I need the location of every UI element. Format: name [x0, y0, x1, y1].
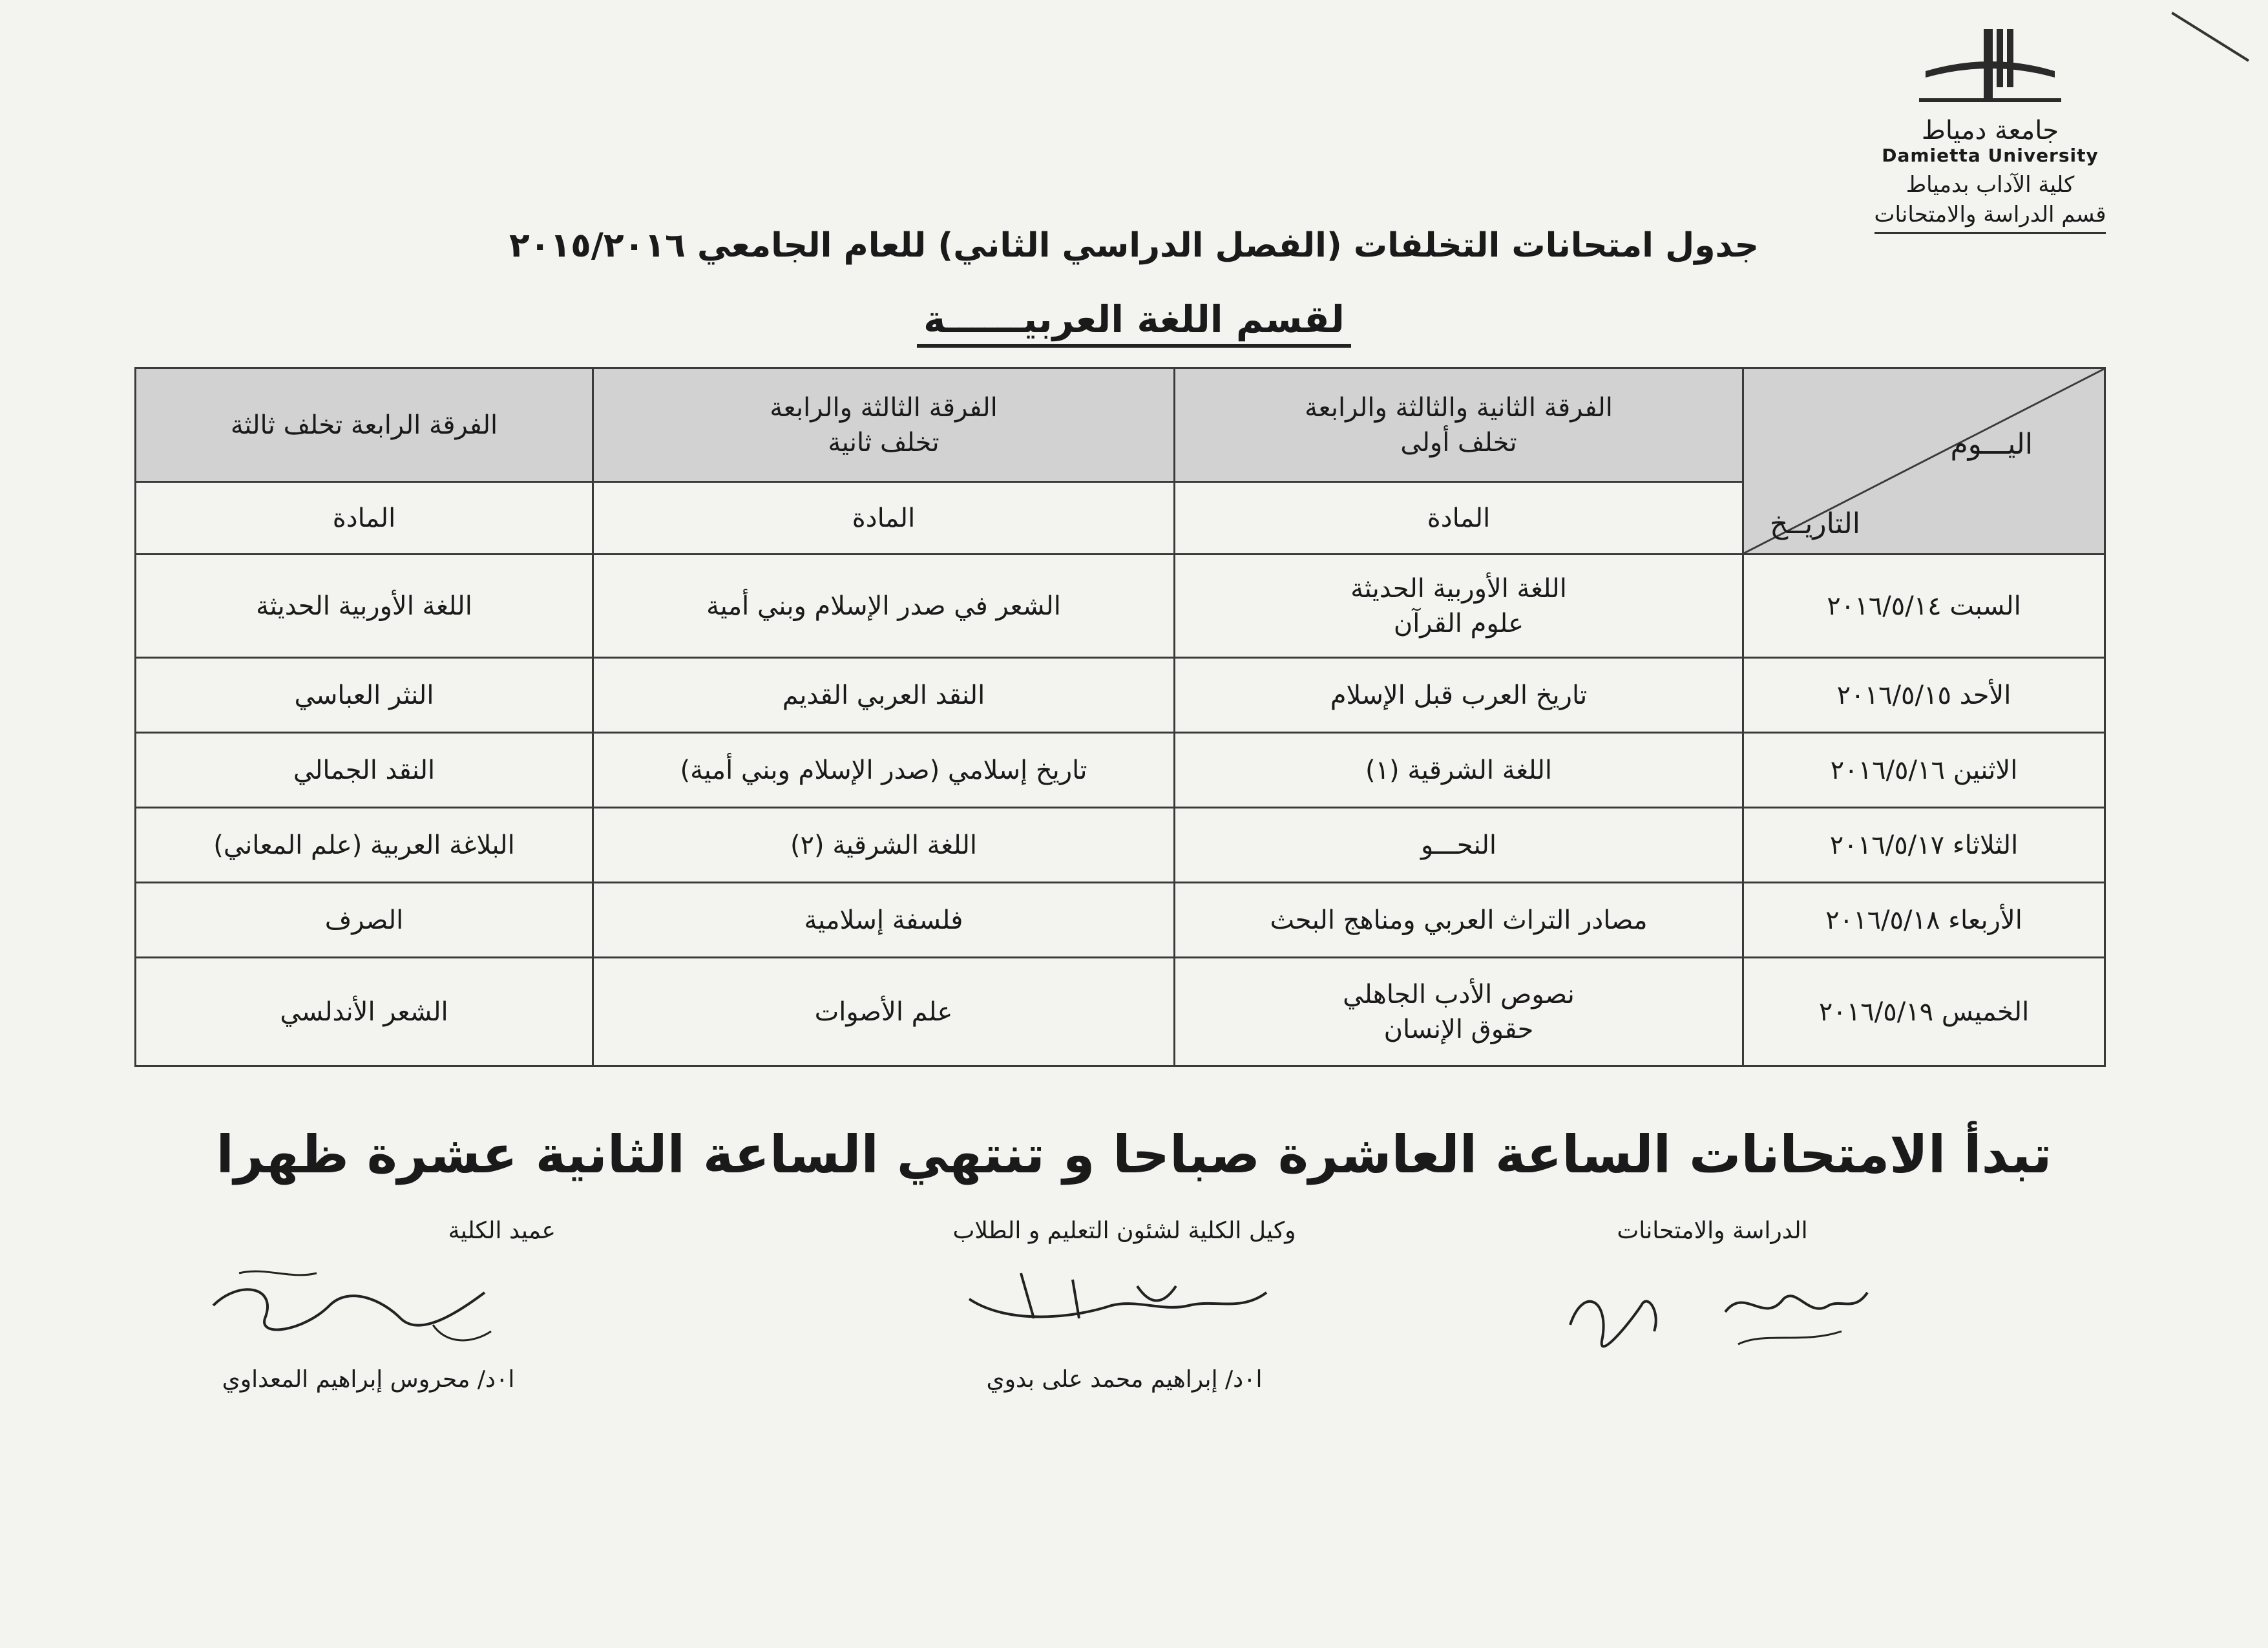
signature-studies — [1531, 1215, 1893, 1377]
university-name-ar: جامعة دمياط — [1921, 116, 2059, 145]
subject-cell: الصرف — [136, 883, 593, 958]
subject-cell: اللغة الأوربية الحديثة — [136, 555, 593, 658]
subject-cell: النقد العربي القديم — [593, 658, 1175, 733]
group-header-1 — [1175, 368, 1743, 482]
group-header-3 — [136, 368, 593, 482]
subject-label: المادة — [593, 482, 1175, 555]
subject-cell: تاريخ إسلامي (صدر الإسلام وبني أمية) — [593, 733, 1175, 808]
handwritten-signature-icon — [943, 1247, 1305, 1364]
day-cell: السبت ٢٠١٦/٥/١٤ — [1743, 555, 2105, 658]
table-row — [136, 658, 2105, 733]
subject-cell: النحـــو — [1175, 808, 1743, 883]
faculty-name: كلية الآداب بدمياط — [1906, 172, 2075, 198]
group-3-line1: الفرقة الرابعة تخلف ثالثة — [230, 410, 498, 440]
signature-name: ا٠د/ محروس إبراهيم المعداوي — [222, 1366, 515, 1393]
document-subtitle — [0, 297, 2268, 341]
university-header — [1854, 26, 2126, 234]
group-1-line2: تخلف أولى — [1400, 427, 1517, 458]
subject-line: علوم القرآن — [1393, 608, 1524, 639]
subject-cell: تاريخ العرب قبل الإسلام — [1175, 658, 1743, 733]
subtitle-text: لقسم اللغة العربيــــــة — [917, 297, 1351, 348]
table-row — [136, 808, 2105, 883]
document-title: جدول امتحانات التخلفات (الفصل الدراسي الثاني) للعام الجامعي ٢٠١٥/٢٠١٦ — [509, 226, 1759, 265]
subject-line: نصوص الأدب الجاهلي — [1343, 979, 1575, 1009]
corner-date-label: التاريــخ — [1770, 507, 1860, 540]
exam-time-notice: تبدأ الامتحانات الساعة العاشرة صباحا و تنتهي الساعة الثانية عشرة ظهرا — [216, 1125, 2052, 1185]
day-cell: الأربعاء ٢٠١٦/٥/١٨ — [1743, 883, 2105, 958]
corner-cell — [1743, 368, 2105, 555]
subject-cell: البلاغة العربية (علم المعاني) — [136, 808, 593, 883]
table-row — [136, 883, 2105, 958]
subject-cell — [1175, 958, 1743, 1066]
subject-cell: اللغة الشرقية (١) — [1175, 733, 1743, 808]
table-row — [136, 555, 2105, 658]
subject-cell: علم الأصوات — [593, 958, 1175, 1066]
subject-cell: الشعر الأندلسي — [136, 958, 593, 1066]
exam-schedule-table — [134, 367, 2106, 1067]
subject-cell: مصادر التراث العربي ومناهج البحث — [1175, 883, 1743, 958]
signature-role: وكيل الكلية لشئون التعليم و الطلاب — [952, 1218, 1296, 1244]
subject-label: المادة — [1175, 482, 1743, 555]
day-cell: الاثنين ٢٠١٦/٥/١٦ — [1743, 733, 2105, 808]
subject-cell: اللغة الشرقية (٢) — [593, 808, 1175, 883]
signature-name: ا٠د/ إبراهيم محمد على بدوي — [986, 1366, 1263, 1393]
subject-cell: النثر العباسي — [136, 658, 593, 733]
corner-day-label: اليـــوم — [1950, 428, 2033, 461]
group-header-2 — [593, 368, 1175, 482]
subject-cell: الشعر في صدر الإسلام وبني أمية — [593, 555, 1175, 658]
university-logo-icon — [1913, 26, 2068, 110]
table-row — [136, 958, 2105, 1066]
signature-role: الدراسة والامتحانات — [1617, 1218, 1808, 1244]
handwritten-signature-icon — [187, 1247, 549, 1364]
subject-cell: النقد الجمالي — [136, 733, 593, 808]
subject-cell — [1175, 555, 1743, 658]
university-name-en: Damietta University — [1882, 145, 2099, 166]
day-cell: الخميس ٢٠١٦/٥/١٩ — [1743, 958, 2105, 1066]
group-1-line1: الفرقة الثانية والثالثة والرابعة — [1305, 392, 1613, 423]
group-2-line1: الفرقة الثالثة والرابعة — [770, 392, 998, 423]
handwritten-signature-icon — [1531, 1247, 1893, 1377]
subject-cell: فلسفة إسلامية — [593, 883, 1175, 958]
signature-role: عميد الكلية — [448, 1218, 556, 1244]
signature-dean — [155, 1215, 582, 1396]
subject-label: المادة — [136, 482, 593, 555]
signature-vice-dean — [879, 1215, 1370, 1396]
day-cell: الثلاثاء ٢٠١٦/٥/١٧ — [1743, 808, 2105, 883]
subject-line: اللغة الأوربية الحديثة — [1350, 573, 1567, 604]
group-2-line2: تخلف ثانية — [828, 427, 940, 458]
day-cell: الأحد ٢٠١٦/٥/١٥ — [1743, 658, 2105, 733]
scan-mark — [2171, 12, 2249, 62]
subject-line: حقوق الإنسان — [1383, 1014, 1534, 1044]
department-name: قسم الدراسة والامتحانات — [1874, 200, 2106, 234]
table-row — [136, 733, 2105, 808]
table-header-row — [136, 368, 2105, 482]
